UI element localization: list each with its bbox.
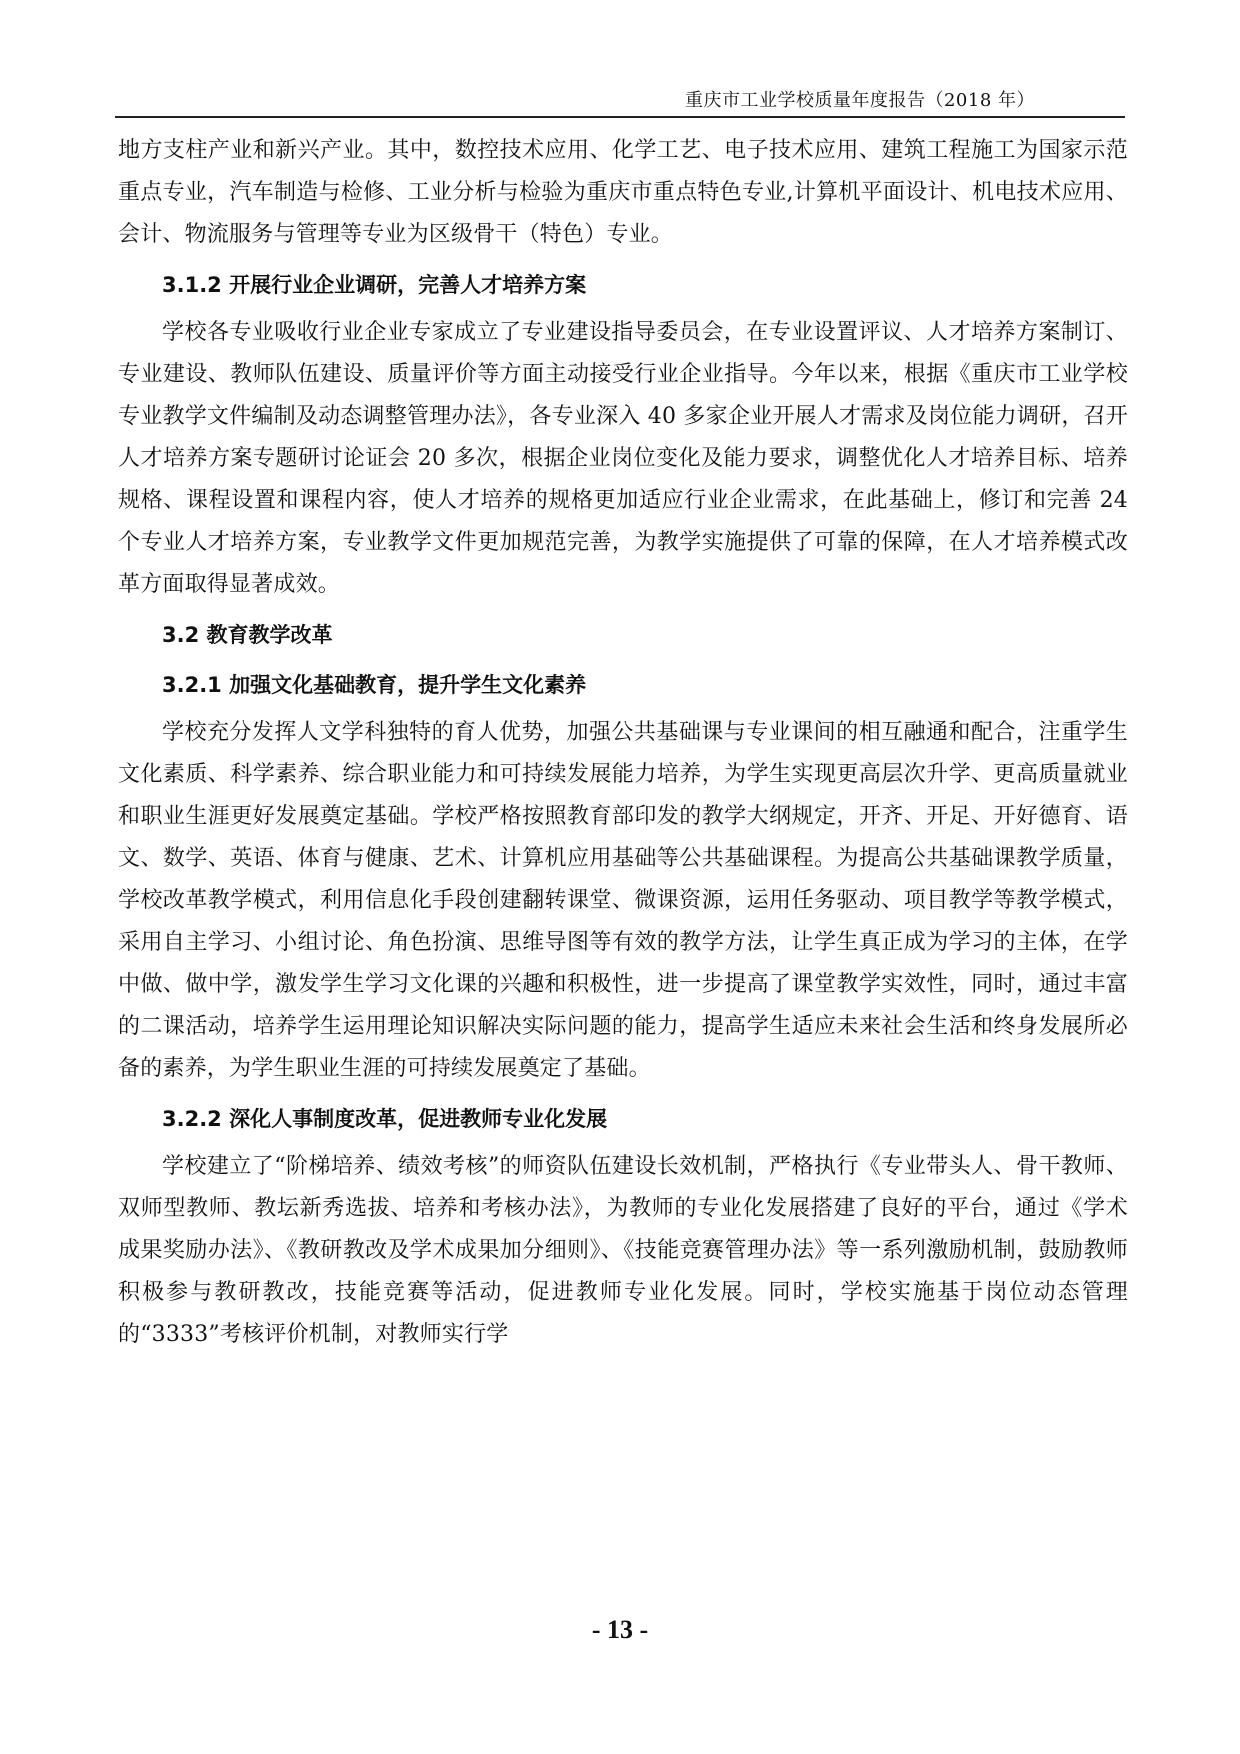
paragraph-personnel-reform: 学校建立了“阶梯培养、绩效考核”的师资队伍建设长效机制，严格执行《专业带头人、骨干教师、双师型教师、教坛新秀选拔、培养和考核办法》，为教师的专业化发展搭建了良好的平台，通过《学术成果奖励办法》、《教研教改及学术成果加分细则》、《技能竞赛管理办法》等一系列激励机制，鼓励教师积极参与教研教改，技能竞赛等活动，促进教师专业化发展。同时，学校实施基于岗位动态管理的“3333”考核评价机制，对教师实行学 bbox=[118, 1154, 1128, 1347]
header-title: 重庆市工业学校质量年度报告（2018 年） bbox=[684, 90, 1035, 111]
heading-3-1-2: 3.1.2 开展行业企业调研，完善人才培养方案 bbox=[162, 273, 587, 297]
paragraph-specialties: 地方支柱产业和新兴产业。其中，数控技术应用、化学工艺、电子技术应用、建筑工程施工为国家示范重点专业，汽车制造与检修、工业分析与检验为重庆市重点特色专业,计算机平面设计、机电技术应用、会计、物流服务与管理等专业为区级骨干（特色）专业。 bbox=[118, 138, 1128, 247]
heading-3-2-2: 3.2.2 深化人事制度改革，促进教师专业化发展 bbox=[162, 1107, 608, 1131]
heading-3-2-1: 3.2.1 加强文化基础教育，提升学生文化素养 bbox=[162, 673, 587, 697]
page-header bbox=[115, 82, 1125, 118]
paragraph-industry-research: 学校各专业吸收行业企业专家成立了专业建设指导委员会，在专业设置评议、人才培养方案制订、专业建设、教师队伍建设、质量评价等方面主动接受行业企业指导。今年以来，根据《重庆市工业学校专业教学文件编制及动态调整管理办法》，各专业深入 40 多家企业开展人才需求及岗位能力调研，召开人才培养方案专题研讨论证会 20 多次，根据企业岗位变化及能力要求，调整优化人才培养目标、培养规格、课程设置和课程内容，使人才培养的规格更加适应行业企业需求，在此基础上，修订和完善 24 个专业人才培养方案，专业教学文件更加规范完善，为教学实施提供了可靠的保障，在人才培养模式改革方面取得显著成效。 bbox=[118, 320, 1128, 597]
page-number: - 13 - bbox=[591, 1615, 649, 1644]
heading-3-2: 3.2 教育教学改革 bbox=[162, 623, 333, 647]
document-body bbox=[118, 130, 1128, 1356]
paragraph-cultural-education: 学校充分发挥人文学科独特的育人优势，加强公共基础课与专业课间的相互融通和配合，注重学生文化素质、科学素养、综合职业能力和可持续发展能力培养，为学生实现更高层次升学、更高质量就业和职业生涯更好发展奠定基础。学校严格按照教育部印发的教学大纲规定，开齐、开足、开好德育、语文、数学、英语、体育与健康、艺术、计算机应用基础等公共基础课程。为提高公共基础课教学质量，学校改革教学模式，利用信息化手段创建翻转课堂、微课资源，运用任务驱动、项目教学等教学模式，采用自主学习、小组讨论、角色扮演、思维导图等有效的教学方法，让学生真正成为学习的主体，在学中做、做中学，激发学生学习文化课的兴趣和积极性，进一步提高了课堂教学实效性，同时，通过丰富的二课活动，培养学生运用理论知识解决实际问题的能力，提高学生适应未来社会生活和终身发展所必备的素养，为学生职业生涯的可持续发展奠定了基础。 bbox=[118, 720, 1128, 1081]
